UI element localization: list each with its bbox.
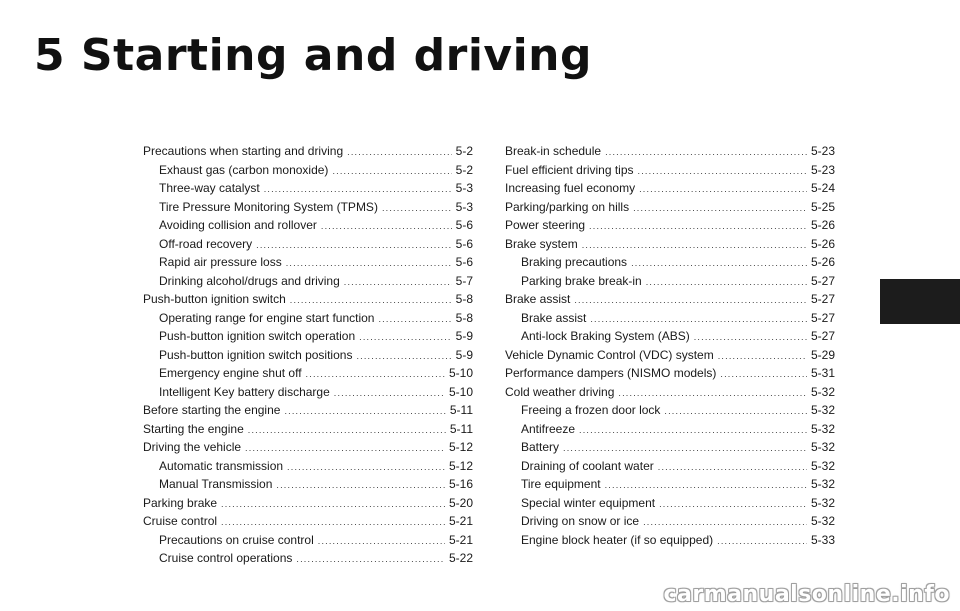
toc-entry[interactable] (505, 290, 835, 309)
toc-entry-page: 5-3 (455, 199, 473, 214)
toc-entry[interactable] (505, 401, 835, 420)
toc-leader-dots (318, 532, 445, 551)
toc-entry-label: Intelligent Key battery discharge (159, 384, 330, 399)
toc-entry-label: Freeing a frozen door lock (521, 403, 661, 417)
toc-entry-page: 5-6 (455, 255, 473, 269)
toc-entry-label: Special winter equipment (521, 495, 656, 510)
toc-entry-page: 5-23 (810, 144, 835, 158)
toc-leader-dots (332, 162, 451, 181)
toc-leader-dots (574, 291, 807, 310)
toc-entry-page: 5-8 (455, 310, 473, 325)
toc-entry-page: 5-16 (448, 477, 473, 491)
toc-leader-dots (344, 273, 452, 292)
toc-entry-label: Break-in schedule (505, 144, 602, 158)
toc-entry[interactable] (143, 179, 473, 198)
toc-leader-dots (276, 476, 445, 495)
toc-leader-dots (717, 532, 807, 551)
toc-entry[interactable] (505, 420, 835, 439)
toc-entry-label: Engine block heater (if so equipped) (521, 532, 714, 547)
toc-entry[interactable] (505, 235, 835, 254)
toc-entry-page: 5-32 (810, 421, 835, 436)
toc-entry-page: 5-32 (810, 458, 835, 473)
toc-entry-label: Fuel efficient driving tips (505, 162, 634, 177)
toc-entry[interactable] (143, 420, 473, 439)
toc-entry[interactable] (505, 383, 835, 402)
toc-entry-label: Cruise control operations (159, 551, 293, 565)
toc-entry-page: 5-25 (810, 199, 835, 214)
toc-entry-label: Anti-lock Braking System (ABS) (521, 329, 690, 343)
toc-entry-label: Emergency engine shut off (159, 366, 302, 380)
toc-leader-dots (694, 328, 807, 347)
toc-entry-page: 5-24 (810, 181, 835, 195)
toc-entry-page: 5-23 (810, 162, 835, 177)
toc-leader-dots (643, 513, 807, 532)
toc-leader-dots (264, 180, 452, 199)
toc-entry-page: 5-12 (448, 440, 473, 454)
toc-entry-label: Power steering (505, 218, 586, 232)
toc-leader-dots (664, 402, 807, 421)
toc-entry[interactable] (505, 512, 835, 531)
toc-leader-dots (382, 199, 452, 218)
toc-entry-page: 5-10 (448, 366, 473, 380)
toc-entry[interactable] (143, 438, 473, 457)
toc-entry[interactable] (505, 346, 835, 365)
toc-entry-label: Before starting the engine (143, 403, 281, 417)
toc-entry[interactable] (505, 457, 835, 476)
toc-entry-label: Driving on snow or ice (521, 514, 640, 528)
toc-entry[interactable] (143, 364, 473, 383)
toc-entry[interactable] (143, 457, 473, 476)
toc-entry-page: 5-21 (448, 532, 473, 547)
toc-entry[interactable] (143, 309, 473, 328)
toc-entry-label: Brake assist (521, 310, 587, 325)
toc-entry[interactable] (505, 142, 835, 161)
toc-leader-dots (378, 310, 451, 329)
toc-entry-page: 5-31 (810, 366, 835, 380)
toc-leader-dots (221, 495, 445, 514)
toc-entry[interactable] (143, 290, 473, 309)
toc-entry-label: Increasing fuel economy (505, 181, 636, 195)
toc-leader-dots (605, 476, 807, 495)
toc-entry[interactable] (505, 272, 835, 291)
toc-entry[interactable] (505, 309, 835, 328)
watermark: carmanualsonline.info (663, 582, 950, 607)
toc-leader-dots (221, 513, 445, 532)
toc-entry-page: 5-10 (448, 384, 473, 399)
toc-entry[interactable] (143, 346, 473, 365)
toc-entry[interactable] (505, 161, 835, 180)
toc-entry[interactable] (143, 549, 473, 568)
toc-leader-dots (356, 347, 451, 366)
toc-leader-dots (639, 180, 807, 199)
toc-entry-page: 5-2 (455, 144, 473, 158)
toc-entry-label: Parking brake break-in (521, 273, 642, 288)
toc-entry-label: Cold weather driving (505, 384, 615, 399)
toc-leader-dots (290, 291, 452, 310)
page-title: 5 Starting and driving (34, 30, 592, 81)
toc-entry-page: 5-20 (448, 495, 473, 510)
toc-entry[interactable] (143, 253, 473, 272)
toc-leader-dots (248, 421, 446, 440)
toc-leader-dots (245, 439, 445, 458)
toc-entry-page: 5-22 (448, 551, 473, 565)
toc-entry-label: Cruise control (143, 514, 218, 528)
toc-leader-dots (582, 236, 807, 255)
toc-entry-label: Draining of coolant water (521, 458, 654, 473)
toc-entry[interactable] (143, 216, 473, 235)
toc-entry-label: Operating range for engine start function (159, 310, 375, 325)
toc-entry-page: 5-6 (455, 236, 473, 251)
toc-leader-dots (720, 365, 807, 384)
toc-left-column (143, 142, 473, 568)
toc-leader-dots (718, 347, 807, 366)
toc-entry-page: 5-11 (449, 403, 473, 417)
toc-entry[interactable] (505, 364, 835, 383)
toc-entry-label: Antifreeze (521, 421, 576, 436)
toc-entry[interactable] (143, 512, 473, 531)
toc-leader-dots (633, 199, 807, 218)
toc-entry-page: 5-27 (810, 273, 835, 288)
toc-entry-label: Starting the engine (143, 421, 244, 436)
toc-leader-dots (579, 421, 807, 440)
toc-leader-dots (589, 217, 807, 236)
toc-entry[interactable] (505, 438, 835, 457)
toc-leader-dots (646, 273, 807, 292)
toc-leader-dots (658, 458, 807, 477)
toc-entry-page: 5-9 (455, 347, 473, 362)
toc-entry-label: Precautions when starting and driving (143, 144, 344, 158)
toc-entry-label: Avoiding collision and rollover (159, 218, 317, 232)
toc-right-column (505, 142, 835, 549)
toc-entry[interactable] (505, 531, 835, 550)
toc-entry-page: 5-27 (810, 292, 835, 306)
toc-entry-label: Manual Transmission (159, 477, 273, 491)
toc-entry[interactable] (505, 475, 835, 494)
toc-entry-label: Precautions on cruise control (159, 532, 314, 547)
toc-entry[interactable] (143, 494, 473, 513)
toc-entry[interactable] (143, 161, 473, 180)
toc-entry[interactable] (143, 235, 473, 254)
toc-entry-label: Driving the vehicle (143, 440, 242, 454)
toc-leader-dots (296, 550, 445, 569)
toc-leader-dots (287, 458, 445, 477)
toc-leader-dots (284, 402, 445, 421)
toc-entry[interactable] (505, 198, 835, 217)
toc-leader-dots (563, 439, 807, 458)
toc-entry-label: Parking/parking on hills (505, 199, 630, 214)
toc-entry-page: 5-11 (449, 421, 473, 436)
toc-entry-page: 5-27 (810, 310, 835, 325)
toc-entry-page: 5-12 (448, 458, 473, 473)
toc-entry-page: 5-7 (455, 273, 473, 288)
toc-entry-page: 5-2 (455, 162, 473, 177)
toc-entry[interactable] (143, 531, 473, 550)
toc-entry[interactable] (143, 401, 473, 420)
toc-entry-page: 5-32 (810, 384, 835, 399)
toc-entry-label: Braking precautions (521, 255, 628, 269)
toc-entry-label: Parking brake (143, 495, 218, 510)
toc-entry-page: 5-29 (810, 347, 835, 362)
toc-entry-label: Automatic transmission (159, 458, 284, 473)
toc-entry-page: 5-32 (810, 440, 835, 454)
toc-entry-label: Exhaust gas (carbon monoxide) (159, 162, 329, 177)
toc-leader-dots (321, 217, 452, 236)
toc-entry-page: 5-32 (810, 477, 835, 491)
toc-entry-page: 5-32 (810, 514, 835, 528)
toc-entry-label: Tire equipment (521, 477, 601, 491)
toc-entry-label: Battery (521, 440, 560, 454)
toc-entry[interactable] (143, 198, 473, 217)
toc-entry[interactable] (143, 475, 473, 494)
toc-entry[interactable] (505, 216, 835, 235)
toc-leader-dots (631, 254, 807, 273)
toc-leader-dots (347, 143, 452, 162)
toc-leader-dots (638, 162, 807, 181)
toc-entry[interactable] (143, 383, 473, 402)
toc-leader-dots (618, 384, 807, 403)
toc-entry-label: Off-road recovery (159, 236, 253, 251)
toc-leader-dots (590, 310, 807, 329)
toc-entry-label: Three-way catalyst (159, 181, 260, 195)
toc-entry-label: Brake assist (505, 292, 571, 306)
toc-entry[interactable] (505, 494, 835, 513)
toc-entry[interactable] (505, 179, 835, 198)
toc-entry-page: 5-27 (810, 329, 835, 343)
toc-entry-page: 5-6 (455, 218, 473, 232)
toc-entry-label: Performance dampers (NISMO models) (505, 366, 717, 380)
toc-entry-page: 5-32 (810, 495, 835, 510)
toc-entry[interactable] (505, 253, 835, 272)
toc-leader-dots (659, 495, 807, 514)
toc-entry[interactable] (505, 327, 835, 346)
toc-entry-label: Push-button ignition switch (143, 292, 286, 306)
toc-entry-page: 5-32 (810, 403, 835, 417)
toc-entry-label: Brake system (505, 236, 578, 251)
toc-leader-dots (306, 365, 445, 384)
toc-entry-label: Push-button ignition switch operation (159, 329, 356, 343)
toc-entry-page: 5-26 (810, 255, 835, 269)
toc-entry-page: 5-21 (448, 514, 473, 528)
chapter-tab (880, 279, 960, 324)
toc-entry[interactable] (143, 142, 473, 161)
toc-leader-dots (605, 143, 807, 162)
toc-entry-label: Push-button ignition switch positions (159, 347, 353, 362)
toc-entry-page: 5-9 (455, 329, 473, 343)
toc-leader-dots (256, 236, 452, 255)
toc-entry-label: Tire Pressure Monitoring System (TPMS) (159, 199, 378, 214)
toc-entry-label: Vehicle Dynamic Control (VDC) system (505, 347, 714, 362)
toc-leader-dots (359, 328, 452, 347)
toc-entry-page: 5-26 (810, 236, 835, 251)
toc-entry-page: 5-26 (810, 218, 835, 232)
toc-entry[interactable] (143, 327, 473, 346)
toc-entry[interactable] (143, 272, 473, 291)
toc-entry-label: Drinking alcohol/drugs and driving (159, 273, 340, 288)
toc-leader-dots (334, 384, 445, 403)
toc-entry-page: 5-33 (810, 532, 835, 547)
toc-entry-label: Rapid air pressure loss (159, 255, 282, 269)
toc-entry-page: 5-3 (455, 181, 473, 195)
toc-leader-dots (286, 254, 452, 273)
toc-entry-page: 5-8 (455, 292, 473, 306)
